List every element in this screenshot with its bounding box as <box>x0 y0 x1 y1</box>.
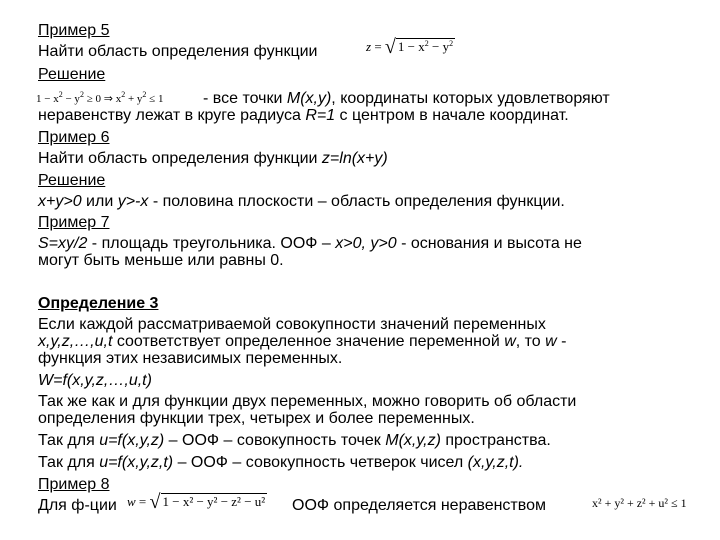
example8-final-inequality: x² + y² + z² + u² ≤ 1 <box>592 496 687 510</box>
example5-inequality-formula: $1 - x^2 - y^2 \ge 0$ ⇒ $x^2 + y^2 \le 1$ <box>36 90 164 105</box>
example5-formula: z = √ $1 - x^2 - y^2$ <box>366 36 454 58</box>
example8-w-formula: w = √ 1 − x² − y² − z² − u² <box>127 491 266 513</box>
example6-solution-label: Решение <box>38 172 106 189</box>
example7-heading: Пример 7 <box>38 214 110 231</box>
example6-solution-text: x+y>0 или y>-x - половина плоскости – область определения функции. <box>38 193 565 210</box>
example5-heading: Пример 5 <box>38 22 110 39</box>
example7-text-line2: могут быть меньше или равны 0. <box>38 252 284 269</box>
definition3-line1: Если каждой рассматриваемой совокупности значений переменных <box>38 316 546 333</box>
example8-text-post: ООФ определяется неравенством <box>292 497 546 514</box>
example8-text-pre: Для ф-ции <box>38 497 117 514</box>
example5-solution-label: Решение <box>38 66 106 83</box>
definition3-formula: W=f(x,y,z,…,u,t) <box>38 372 152 389</box>
example6-task: Найти область определения функции z=ln(x+y) <box>38 150 388 167</box>
example5-text-line2: неравенству лежат в круге радиуса R=1 с центром в начале координат. <box>38 107 569 124</box>
definition3-line3: функция этих независимых переменных. <box>38 350 343 367</box>
definition3-line6: определения функции трех, четырех и более переменных. <box>38 410 475 427</box>
definition3-line7: Так для u=f(x,y,z) – ООФ – совокупность точек M(x,y,z) пространства. <box>38 432 551 449</box>
definition3-line8: Так для u=f(x,y,z,t) – ООФ – совокупность четверок чисел (x,y,z,t). <box>38 454 524 471</box>
example8-heading: Пример 8 <box>38 476 110 493</box>
example5-task: Найти область определения функции <box>38 43 318 60</box>
example7-text-line1: S=xy/2 - площадь треугольника. ООФ – x>0, y>0 - основания и высота не <box>38 235 582 252</box>
definition3-line2: x,y,z,…,u,t соответствует определенное значение переменной w, то w - <box>38 333 567 350</box>
example5-text-line1: - все точки M(x,y), координаты которых удовлетворяют <box>203 90 610 107</box>
definition3-heading: Определение 3 <box>38 295 159 312</box>
definition3-line5: Так же как и для функции двух переменных, можно говорить об области <box>38 393 577 410</box>
example6-heading: Пример 6 <box>38 129 110 146</box>
